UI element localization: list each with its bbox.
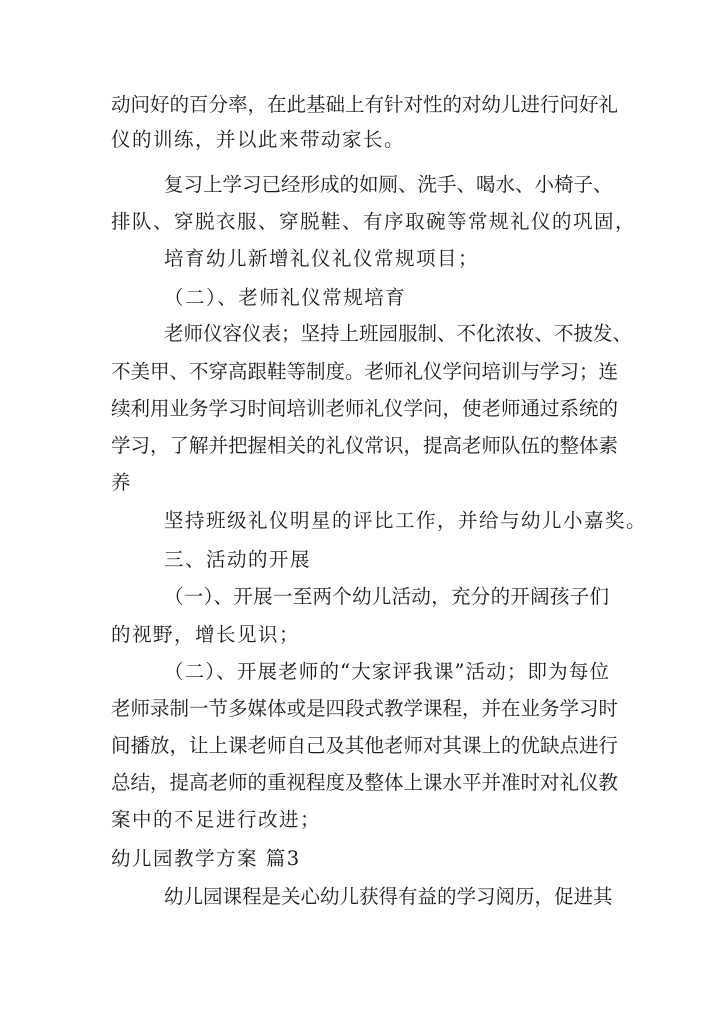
paragraph-line: 幼儿园课程是关心幼儿获得有益的学习阅历，促进其	[164, 885, 613, 908]
section-heading: 三、活动的开展	[164, 548, 312, 571]
paragraph-line: 的视野，增长见识；	[111, 623, 301, 646]
paragraph-line: 排队、穿脱衣服、穿脱鞋、有序取碗等常规礼仪的巩固，	[111, 210, 637, 233]
paragraph-line: 不美甲、不穿高跟鞋等制度。老师礼仪学问培训与学习；连	[111, 360, 619, 383]
paragraph-line: 案中的不足进行改进；	[111, 808, 322, 831]
paragraph-line: （二）、开展老师的“大家评我课”活动；即为每位	[164, 660, 609, 683]
paragraph-line: 仪的训练，并以此来带动家长。	[111, 128, 406, 151]
paragraph-line: 老师录制一节多媒体或是四段式教学课程，并在业务学习时	[111, 697, 619, 720]
paragraph-line: 老师仪容仪表；坚持上班园服制、不化浓妆、不披发、	[164, 322, 633, 345]
paragraph-line: 养	[111, 471, 133, 494]
paragraph-line: 总结，提高老师的重视程度及整体上课水平并准时对礼仪教	[111, 771, 619, 794]
paragraph-line: 间播放，让上课老师自己及其他老师对其课上的优缺点进行	[111, 734, 619, 757]
section-heading: （二）、老师礼仪常规培育	[164, 286, 407, 309]
paragraph-line: 续利用业务学习时间培训老师礼仪学问，使老师通过系统的	[111, 397, 619, 420]
paragraph-line: 学习，了解并把握相关的礼仪常识，提高老师队伍的整体素	[111, 434, 619, 457]
section-title: 幼儿园教学方案 篇3	[111, 847, 301, 870]
paragraph-line: 动问好的百分率，在此基础上有针对性的对幼儿进行问好礼	[111, 93, 619, 116]
paragraph-line: 培育幼儿新增礼仪礼仪常规项目；	[164, 247, 480, 270]
paragraph-line: （一）、开展一至两个幼儿活动，充分的开阔孩子们	[164, 585, 609, 608]
paragraph-line: 复习上学习已经形成的如厕、洗手、喝水、小椅子、	[164, 173, 613, 196]
paragraph-line: 坚持班级礼仪明星的评比工作，并给与幼儿小嘉奖。	[164, 509, 648, 532]
